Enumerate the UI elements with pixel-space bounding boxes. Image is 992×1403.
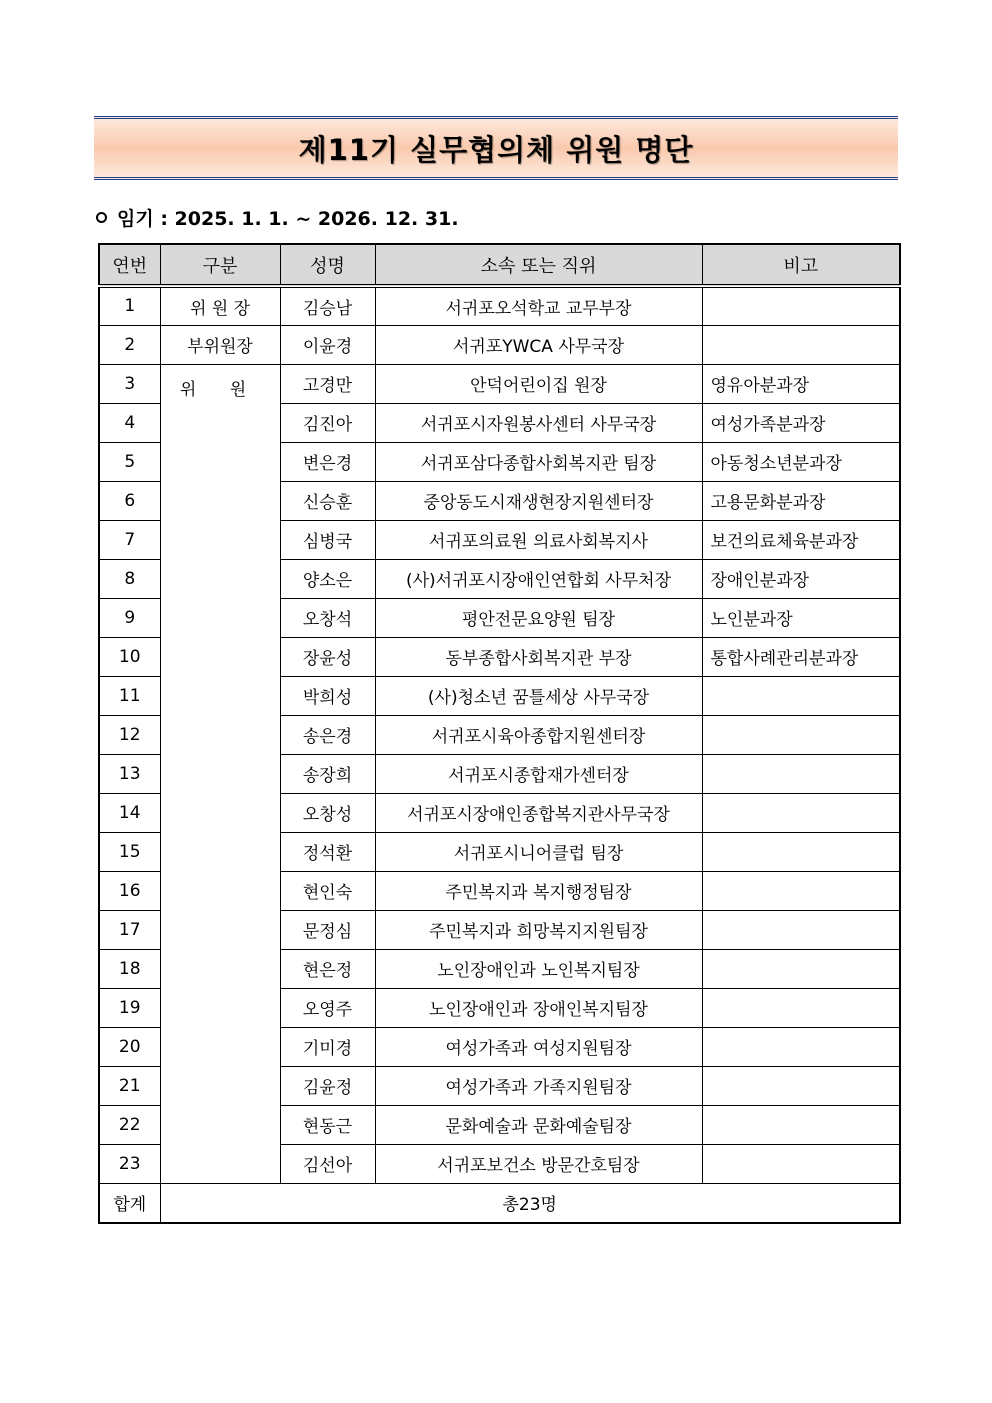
row-number: 18 bbox=[99, 949, 160, 988]
table-row bbox=[99, 286, 900, 325]
row-name: 현인숙 bbox=[280, 871, 375, 910]
total-label: 합계 bbox=[99, 1183, 160, 1223]
row-affiliation: 주민복지과 복지행정팀장 bbox=[375, 871, 702, 910]
row-name: 기미경 bbox=[280, 1027, 375, 1066]
row-number: 12 bbox=[99, 715, 160, 754]
row-number: 8 bbox=[99, 559, 160, 598]
row-name: 송장희 bbox=[280, 754, 375, 793]
row-affiliation: 동부종합사회복지관 부장 bbox=[375, 637, 702, 676]
row-name: 정석환 bbox=[280, 832, 375, 871]
row-name: 이윤경 bbox=[280, 325, 375, 364]
row-affiliation: (사)서귀포시장애인연합회 사무처장 bbox=[375, 559, 702, 598]
row-name: 양소은 bbox=[280, 559, 375, 598]
table-row bbox=[99, 364, 900, 403]
row-name: 심병국 bbox=[280, 520, 375, 559]
row-name: 변은경 bbox=[280, 442, 375, 481]
row-affiliation: 서귀포의료원 의료사회복지사 bbox=[375, 520, 702, 559]
row-affiliation: 서귀포시니어클럽 팀장 bbox=[375, 832, 702, 871]
row-category: 부위원장 bbox=[160, 325, 280, 364]
row-affiliation: 서귀포삼다종합사회복지관 팀장 bbox=[375, 442, 702, 481]
row-note bbox=[702, 715, 900, 754]
row-name: 고경만 bbox=[280, 364, 375, 403]
row-note bbox=[702, 949, 900, 988]
row-note: 영유아분과장 bbox=[702, 364, 900, 403]
header-name: 성명 bbox=[280, 244, 375, 286]
row-affiliation: 서귀포시자원봉사센터 사무국장 bbox=[375, 403, 702, 442]
row-affiliation: 중앙동도시재생현장지원센터장 bbox=[375, 481, 702, 520]
row-number: 21 bbox=[99, 1066, 160, 1105]
row-note bbox=[702, 832, 900, 871]
row-name: 오영주 bbox=[280, 988, 375, 1027]
row-note bbox=[702, 676, 900, 715]
row-category: 위 원 장 bbox=[160, 286, 280, 325]
row-note bbox=[702, 793, 900, 832]
member-table bbox=[98, 243, 901, 1224]
table-row bbox=[99, 325, 900, 364]
row-note: 고용문화분과장 bbox=[702, 481, 900, 520]
row-number: 19 bbox=[99, 988, 160, 1027]
row-number: 17 bbox=[99, 910, 160, 949]
row-note bbox=[702, 871, 900, 910]
row-affiliation: 노인장애인과 장애인복지팀장 bbox=[375, 988, 702, 1027]
row-number: 9 bbox=[99, 598, 160, 637]
row-name: 김진아 bbox=[280, 403, 375, 442]
row-affiliation: 서귀포보건소 방문간호팀장 bbox=[375, 1144, 702, 1183]
row-note bbox=[702, 325, 900, 364]
row-note bbox=[702, 286, 900, 325]
header-category: 구분 bbox=[160, 244, 280, 286]
row-name: 현은정 bbox=[280, 949, 375, 988]
row-number: 7 bbox=[99, 520, 160, 559]
row-note bbox=[702, 1027, 900, 1066]
row-affiliation: 여성가족과 가족지원팀장 bbox=[375, 1066, 702, 1105]
row-number: 10 bbox=[99, 637, 160, 676]
total-row bbox=[99, 1183, 900, 1223]
row-name: 신승훈 bbox=[280, 481, 375, 520]
row-note: 통합사례관리분과장 bbox=[702, 637, 900, 676]
row-affiliation: 평안전문요양원 팀장 bbox=[375, 598, 702, 637]
total-value: 총23명 bbox=[160, 1183, 900, 1223]
row-note bbox=[702, 754, 900, 793]
header-affiliation: 소속 또는 직위 bbox=[375, 244, 702, 286]
row-name: 송은경 bbox=[280, 715, 375, 754]
row-note bbox=[702, 1105, 900, 1144]
row-name: 김윤정 bbox=[280, 1066, 375, 1105]
row-name: 김승남 bbox=[280, 286, 375, 325]
term-text: 임기 : 2025. 1. 1. ~ 2026. 12. 31. bbox=[117, 208, 459, 230]
row-affiliation: 문화예술과 문화예술팀장 bbox=[375, 1105, 702, 1144]
row-name: 현동근 bbox=[280, 1105, 375, 1144]
row-note: 장애인분과장 bbox=[702, 559, 900, 598]
row-category: 위 원 bbox=[160, 364, 280, 1183]
row-note bbox=[702, 1066, 900, 1105]
row-name: 문정심 bbox=[280, 910, 375, 949]
row-number: 3 bbox=[99, 364, 160, 403]
row-number: 16 bbox=[99, 871, 160, 910]
row-name: 오창석 bbox=[280, 598, 375, 637]
row-affiliation: 안덕어린이집 원장 bbox=[375, 364, 702, 403]
row-number: 13 bbox=[99, 754, 160, 793]
row-name: 박희성 bbox=[280, 676, 375, 715]
circle-bullet-icon bbox=[96, 212, 107, 223]
row-affiliation: 서귀포시종합재가센터장 bbox=[375, 754, 702, 793]
row-note bbox=[702, 910, 900, 949]
row-number: 2 bbox=[99, 325, 160, 364]
row-number: 4 bbox=[99, 403, 160, 442]
row-note: 아동청소년분과장 bbox=[702, 442, 900, 481]
row-name: 장윤성 bbox=[280, 637, 375, 676]
row-name: 김선아 bbox=[280, 1144, 375, 1183]
row-number: 6 bbox=[99, 481, 160, 520]
table-header-row bbox=[99, 244, 900, 286]
row-note: 노인분과장 bbox=[702, 598, 900, 637]
row-number: 15 bbox=[99, 832, 160, 871]
row-affiliation: 노인장애인과 노인복지팀장 bbox=[375, 949, 702, 988]
row-note: 보건의료체육분과장 bbox=[702, 520, 900, 559]
row-number: 5 bbox=[99, 442, 160, 481]
row-number: 11 bbox=[99, 676, 160, 715]
row-affiliation: 여성가족과 여성지원팀장 bbox=[375, 1027, 702, 1066]
row-affiliation: 서귀포YWCA 사무국장 bbox=[375, 325, 702, 364]
document-title: 제11기 실무협의체 위원 명단 bbox=[298, 132, 694, 167]
row-affiliation: 주민복지과 희망복지지원팀장 bbox=[375, 910, 702, 949]
row-affiliation: (사)청소년 꿈틀세상 사무국장 bbox=[375, 676, 702, 715]
row-number: 20 bbox=[99, 1027, 160, 1066]
row-number: 23 bbox=[99, 1144, 160, 1183]
header-no: 연번 bbox=[99, 244, 160, 286]
term-line bbox=[96, 204, 459, 231]
header-note: 비고 bbox=[702, 244, 900, 286]
row-number: 22 bbox=[99, 1105, 160, 1144]
row-affiliation: 서귀포시장애인종합복지관사무국장 bbox=[375, 793, 702, 832]
row-name: 오창성 bbox=[280, 793, 375, 832]
row-number: 14 bbox=[99, 793, 160, 832]
row-affiliation: 서귀포시육아종합지원센터장 bbox=[375, 715, 702, 754]
row-note: 여성가족분과장 bbox=[702, 403, 900, 442]
row-number: 1 bbox=[99, 286, 160, 325]
title-banner bbox=[94, 116, 898, 180]
row-note bbox=[702, 1144, 900, 1183]
row-affiliation: 서귀포오석학교 교무부장 bbox=[375, 286, 702, 325]
row-note bbox=[702, 988, 900, 1027]
